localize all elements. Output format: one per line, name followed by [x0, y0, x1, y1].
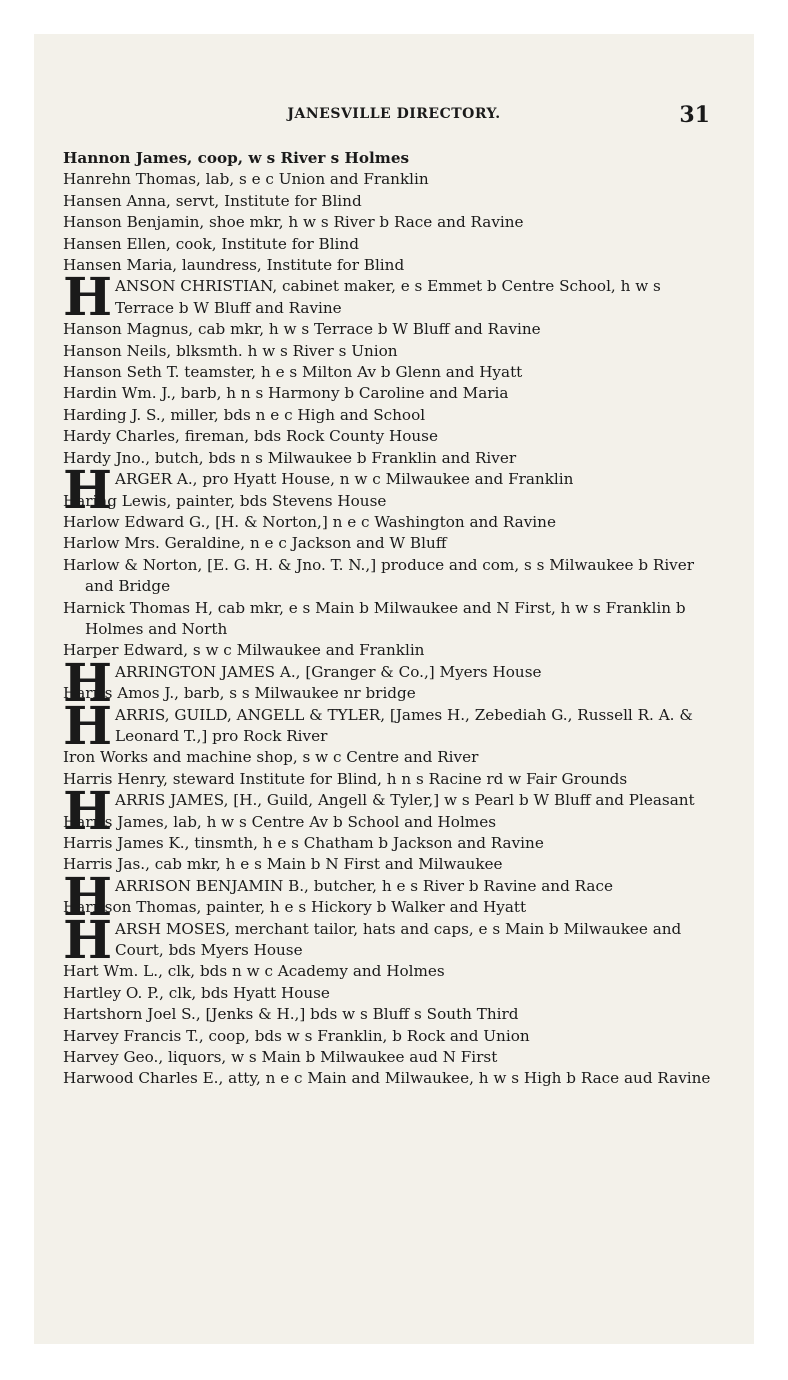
page-number: 31 [679, 102, 710, 128]
directory-entry: Hansen Maria, laundress, Institute for Blind [63, 256, 405, 275]
drop-initial: H [63, 866, 113, 928]
directory-entry: Harris Henry, steward Institute for Blind, h n s Racine rd w Fair Grounds [63, 769, 628, 788]
directory-entry: Hartshorn Joel S., [Jenks & H.,] bds w s Bluff s South Third [63, 1005, 519, 1024]
directory-entry: Hardy Charles, fireman, bds Rock County House [63, 427, 438, 446]
directory-entry: Harwood Charles E., atty, n e c Main and Milwaukee, h w s High b Race aud Ravine [63, 1069, 711, 1088]
directory-entry: Hanson Magnus, cab mkr, h w s Terrace b W Bluff and Ravine [63, 320, 541, 339]
directory-entry: Haring Lewis, painter, bds Stevens House [63, 491, 387, 510]
directory-entry-featured [63, 267, 723, 329]
drop-initial: H [63, 267, 113, 329]
directory-entry-featured [63, 909, 723, 971]
directory-entry: Harlow & Norton, [E. G. H. & Jno. T. N.,] produce and com, s s Milwaukee b River and Bridge [63, 555, 695, 596]
entry-text: ARRIS, GUILD, ANGELL & TYLER, [James H., Zebediah G., Russell R. A. & Leonard T.,] pro Rock River [115, 705, 693, 745]
directory-entry: Harris Jas., cab mkr, h e s Main b N First and Milwaukee [63, 855, 503, 874]
directory-entry: Harris James K., tinsmth, h e s Chatham b Jackson and Ravine [63, 834, 544, 852]
entry-text: ARRISON BENJAMIN B., butcher, h e s River b Ravine and Race [115, 876, 613, 895]
directory-entry: Hardin Wm. J., barb, h n s Harmony b Caroline and Maria [63, 384, 509, 403]
entry-text: ARGER A., pro Hyatt House, n w c Milwaukee and Franklin [115, 470, 574, 489]
directory-entry: Harper Edward, s w c Milwaukee and Franklin [63, 641, 425, 660]
entry-text: ARRINGTON JAMES A., [Granger & Co.,] Myers House [115, 662, 542, 681]
directory-entry: Hanrehn Thomas, lab, s e c Union and Franklin [63, 170, 429, 189]
directory-entry-featured [63, 695, 723, 769]
directory-entry: Hartley O. P., clk, bds Hyatt House [63, 983, 330, 1002]
directory-entry: Hansen Anna, servt, Institute for Blind [63, 191, 362, 210]
directory-entry: Hart Wm. L., clk, bds n w c Academy and Holmes [63, 962, 445, 981]
entry-text: ARRIS JAMES, [H., Guild, Angell & Tyler,] w s Pearl b W Bluff and Pleasant [115, 791, 695, 810]
directory-entry: Harlow Edward G., [H. & Norton,] n e c Washington and Ravine [63, 512, 556, 531]
directory-entries [63, 148, 723, 1090]
drop-initial: H [63, 909, 113, 971]
directory-entry: Hanson Benjamin, shoe mkr, h w s River b Race and Ravine [63, 213, 524, 232]
directory-entry: Harris James, lab, h w s Centre Av b School and Holmes [63, 812, 496, 831]
directory-entry: Harvey Francis T., coop, bds w s Franklin, b Rock and Union [63, 1026, 530, 1045]
directory-page [34, 34, 754, 1344]
directory-entry: Harlow Mrs. Geraldine, n e c Jackson and W Bluff [63, 534, 447, 553]
directory-entry: Hanson Seth T. teamster, h e s Milton Av b Glenn and Hyatt [63, 363, 523, 382]
page-header [34, 102, 754, 128]
directory-entry: Hannon James, coop, w s River s Holmes [63, 149, 410, 167]
entry-text: ARSH MOSES, merchant tailor, hats and caps, e s Main b Milwaukee and Court, bds Myers House [115, 919, 682, 960]
running-head: JANESVILLE DIRECTORY. [287, 106, 501, 122]
entry-text-continued: Iron Works and machine shop, s w c Centre and River [63, 748, 479, 767]
entry-text: ANSON CHRISTIAN, cabinet maker, e s Emmet b Centre School, h w s Terrace b W Bluff and Ravine [115, 277, 661, 317]
directory-entry: Harrison Thomas, painter, h e s Hickory b Walker and Hyatt [63, 898, 527, 917]
directory-entry: Hansen Ellen, cook, Institute for Blind [63, 234, 359, 253]
directory-entry: Harnick Thomas H, cab mkr, e s Main b Milwaukee and N First, h w s Franklin b Holmes and North [63, 598, 686, 638]
drop-initial: H [63, 652, 113, 714]
directory-entry: Harvey Geo., liquors, w s Main b Milwaukee aud N First [63, 1048, 498, 1067]
drop-initial: H [63, 695, 113, 757]
drop-initial: H [63, 781, 113, 843]
directory-entry: Hanson Neils, blksmth. h w s River s Union [63, 341, 398, 360]
directory-entry: Harris Amos J., barb, s s Milwaukee nr bridge [63, 684, 416, 703]
directory-entry: Harding J. S., miller, bds n e c High and School [63, 405, 426, 424]
directory-entry: Hardy Jno., butch, bds n s Milwaukee b Franklin and River [63, 448, 517, 467]
drop-initial: H [63, 460, 113, 522]
